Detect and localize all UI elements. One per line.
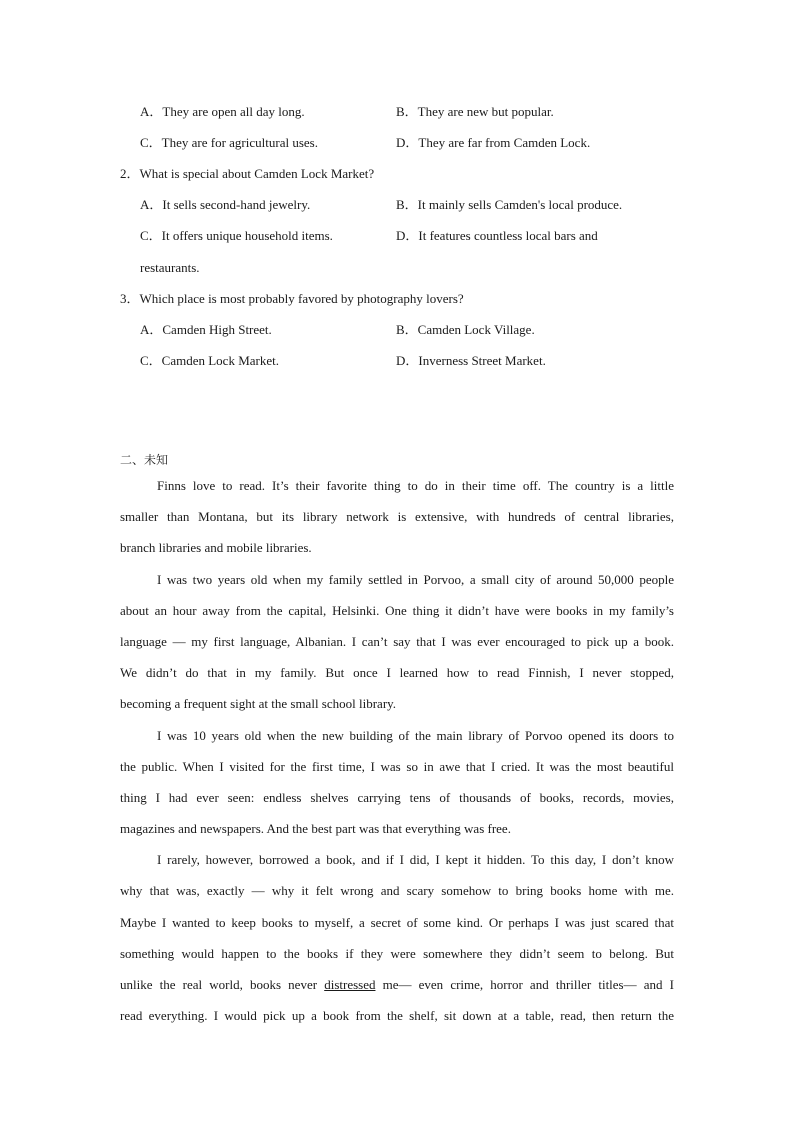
passage-line: Finns love to read. It’s their favorite thing to do in their time off. The country is a little [157,478,674,493]
q2-option-a: A．It sells second-hand jewelry. [140,197,311,212]
passage-line: I was 10 years old when the new building of the main library of Porvoo opened its doors to [157,728,674,743]
underlined-word: distressed [324,977,376,992]
q3-option-a: A．Camden High Street. [140,322,272,337]
passage-line: smaller than Montana, but its library network is extensive, with hundreds of central libraries, [120,509,674,524]
q2-stem: 2．What is special about Camden Lock Market? [120,166,375,181]
passage-line: about an hour away from the capital, Helsinki. One thing it didn’t have were books in my family’s [120,603,674,618]
q2-option-b: B．It mainly sells Camden's local produce. [396,197,623,212]
q1-option-a: A．They are open all day long. [140,104,305,119]
passage-line: I was two years old when my family settled in Porvoo, a small city of around 50,000 people [157,572,674,587]
q3-option-c: C．Camden Lock Market. [140,353,279,368]
q1-option-b: B．They are new but popular. [396,104,554,119]
q3-option-b: B．Camden Lock Village. [396,322,535,337]
passage-line: We didn’t do that in my family. But once I learned how to read Finnish, I never stopped, [120,665,674,680]
q2-option-d: D．It features countless local bars and [396,228,598,243]
passage-line: branch libraries and mobile libraries. [120,540,312,555]
q2-option-c: C．It offers unique household items. [140,228,333,243]
passage-line: why that was, exactly — why it felt wrong and scary somehow to bring books home with me. [120,883,674,898]
passage-line: magazines and newspapers. And the best part was that everything was free. [120,821,511,836]
passage-line-with-vocab [120,977,674,993]
passage-line: I rarely, however, borrowed a book, and if I did, I kept it hidden. To this day, I don’t know [157,852,674,867]
q2-option-d-continued: restaurants. [140,260,200,275]
q3-stem: 3．Which place is most probably favored by photography lovers? [120,291,464,306]
passage-line: something would happen to the books if they were somewhere they didn’t seem to belong. But [120,946,674,961]
q3-option-d: D．Inverness Street Market. [396,353,546,368]
passage-line: language — my first language, Albanian. I can’t say that I was ever encouraged to pick up a book. [120,634,674,649]
passage-line: the public. When I visited for the first time, I was so in awe that I cried. It was the most beautiful [120,759,674,774]
passage-line: becoming a frequent sight at the small school library. [120,696,397,711]
passage-line: Maybe I wanted to keep books to myself, a secret of some kind. Or perhaps I was just scared that [120,915,674,930]
passage-text: me— even crime, horror and thriller titles— and I [375,977,674,992]
q1-option-d: D．They are far from Camden Lock. [396,135,591,150]
section-title: 二、未知 [120,453,169,467]
passage-line: thing I had ever seen: endless shelves carrying tens of thousands of books, records, movies, [120,790,674,805]
passage-text: unlike the real world, books never [120,977,325,992]
passage-line: read everything. I would pick up a book from the shelf, sit down at a table, read, then return the [120,1008,674,1023]
q1-option-c: C．They are for agricultural uses. [140,135,318,150]
